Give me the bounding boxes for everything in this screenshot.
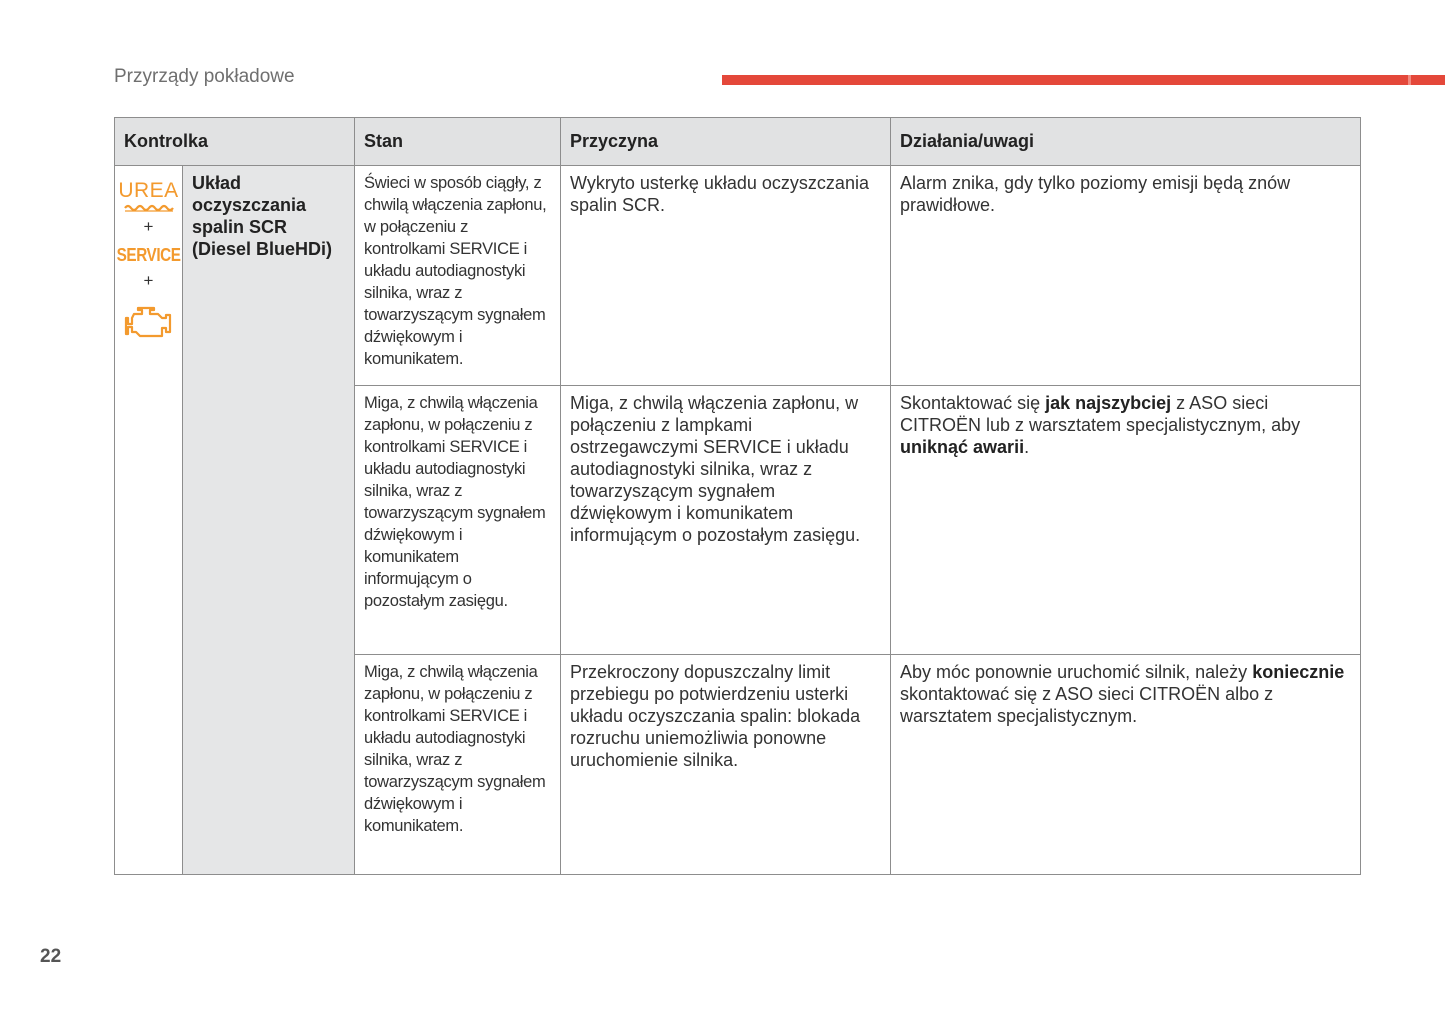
dzialania-emphasis: koniecznie (1252, 662, 1345, 682)
dzialania-cell: Alarm znika, gdy tylko poziomy emisji będą znów prawidłowe. (891, 166, 1361, 386)
dzialania-text: z ASO sieci CITROËN lub z warsztatem specjalistycznym, aby (900, 393, 1301, 435)
indicator-name: Układ oczyszczania spalin SCR (Diesel BlueHDi) (183, 166, 355, 875)
plus-sign: + (143, 217, 154, 236)
dzialania-text: skontaktować się z ASO sieci CITROËN albo z warsztatem specjalistycznym. (900, 684, 1274, 726)
column-header-przyczyna: Przyczyna (561, 118, 891, 166)
stan-cell: Miga, z chwilą włączenia zapłonu, w połączeniu z kontrolkami SERVICE i układu autodiagnostyki silnika, wraz z towarzyszącym sygnałem dźwiękowym i komunikatem informującym o pozostałym zasięgu. (355, 386, 561, 655)
przyczyna-cell: Przekroczony dopuszczalny limit przebiegu po potwierdzeniu usterki układu oczyszczania spalin: blokada rozruchu uniemożliwia ponowne uruchomienie silnika. (561, 655, 891, 875)
accent-bar-tick (1408, 75, 1411, 85)
przyczyna-cell: Miga, z chwilą włączenia zapłonu, w połączeniu z lampkami ostrzegawczymi SERVICE i układu autodiagnostyki silnika, wraz z towarzyszącym sygnałem dźwiękowym i komunikatem informującym o pozostałym zasięgu. (561, 386, 891, 655)
dzialania-text: Skontaktować się (900, 393, 1046, 413)
table-header-row (115, 118, 1361, 166)
urea-wave-icon (124, 203, 174, 212)
engine-check-icon (124, 306, 174, 340)
stan-cell: Miga, z chwilą włączenia zapłonu, w połączeniu z kontrolkami SERVICE i układu autodiagnostyki silnika, wraz z towarzyszącym sygnałem dźwiękowym i komunikatem. (355, 655, 561, 875)
plus-sign: + (143, 271, 154, 290)
column-header-stan: Stan (355, 118, 561, 166)
column-header-dzialania: Działania/uwagi (891, 118, 1361, 166)
page-number: 22 (40, 946, 62, 967)
dzialania-cell (891, 655, 1361, 875)
indicator-icons-cell (115, 166, 183, 875)
table-row (115, 166, 1361, 386)
urea-icon: UREA (118, 179, 179, 202)
section-title: Przyrządy pokładowe (114, 66, 295, 87)
dzialania-text: Aby móc ponownie uruchomić silnik, należy (900, 662, 1253, 682)
column-header-kontrolka: Kontrolka (115, 118, 355, 166)
dzialania-emphasis: uniknąć awarii (900, 437, 1025, 457)
accent-bar (722, 75, 1445, 85)
dzialania-text: . (1024, 437, 1030, 457)
warning-lights-table (114, 117, 1361, 875)
dzialania-emphasis: jak najszybciej (1045, 393, 1172, 413)
dzialania-cell (891, 386, 1361, 655)
stan-cell: Świeci w sposób ciągły, z chwilą włączenia zapłonu, w połączeniu z kontrolkami SERVICE i układu autodiagnostyki silnika, wraz z towarzyszącym sygnałem dźwiękowym i komunikatem. (355, 166, 561, 386)
service-icon: SERVICE (116, 245, 181, 265)
przyczyna-cell: Wykryto usterkę układu oczyszczania spalin SCR. (561, 166, 891, 386)
